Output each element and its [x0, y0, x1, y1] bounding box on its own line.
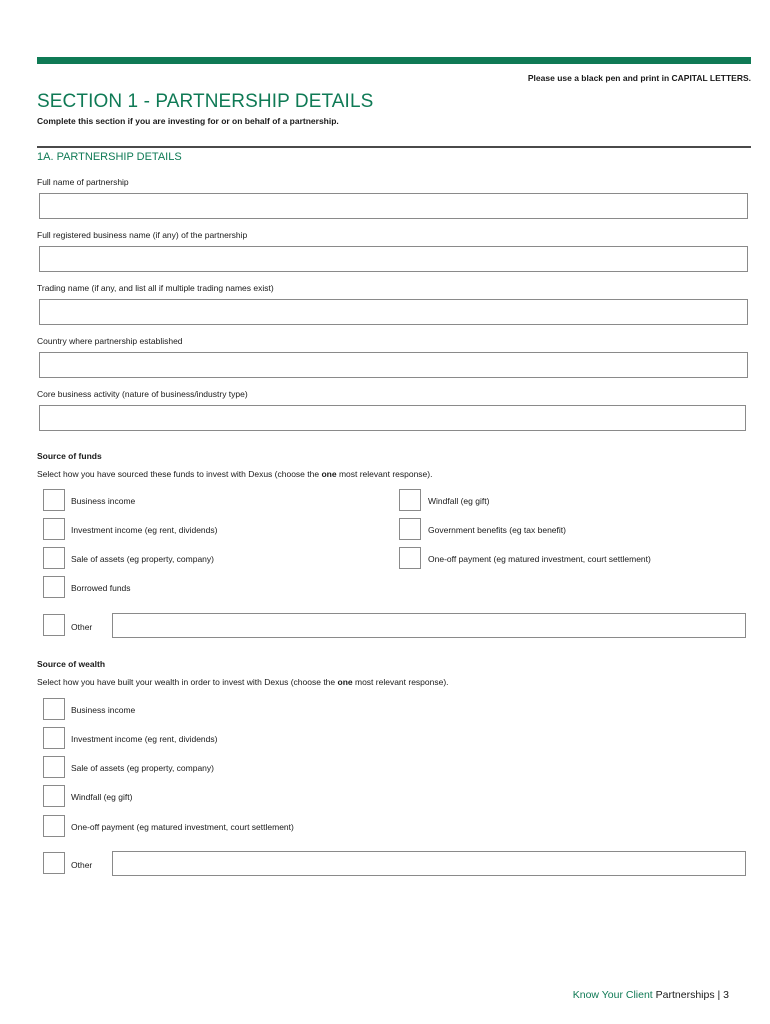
funds-other-checkbox[interactable] [43, 614, 65, 636]
trading-name-field[interactable] [39, 299, 748, 325]
page-footer [573, 989, 729, 1001]
section-title: SECTION 1 - PARTNERSHIP DETAILS [37, 91, 374, 112]
funds-sale-of-assets-label: Sale of assets (eg property, company) [71, 554, 214, 564]
funds-business-income-label: Business income [71, 496, 136, 506]
top-accent-bar [37, 57, 751, 64]
wealth-other-field[interactable] [112, 851, 746, 876]
footer-page-number: Partnerships | 3 [655, 989, 729, 1001]
wealth-business-income-label: Business income [71, 705, 136, 715]
funds-one-off-payment-label: One-off payment (eg matured investment, court settlement) [428, 554, 651, 564]
source-of-wealth-heading: Source of wealth [37, 659, 106, 669]
wealth-other-label: Other [71, 860, 93, 870]
business-activity-field[interactable] [39, 405, 746, 431]
funds-windfall-checkbox[interactable] [399, 489, 421, 511]
country-field[interactable] [39, 352, 748, 378]
wealth-business-income-checkbox[interactable] [43, 698, 65, 720]
wealth-sale-of-assets-label: Sale of assets (eg property, company) [71, 763, 214, 773]
funds-business-income-checkbox[interactable] [43, 489, 65, 511]
funds-government-benefits-label: Government benefits (eg tax benefit) [428, 525, 566, 535]
pen-instruction: Please use a black pen and print in CAPITAL LETTERS. [527, 73, 751, 83]
footer-doc-name: Know Your Client [572, 989, 653, 1001]
wealth-one-off-payment-checkbox[interactable] [43, 815, 65, 837]
funds-borrowed-label: Borrowed funds [71, 583, 131, 593]
funds-investment-income-checkbox[interactable] [43, 518, 65, 540]
source-of-wealth-instruction: Select how you have built your wealth in order to invest with Dexus (choose the one most relevant response). [37, 677, 449, 687]
registered-name-label: Full registered business name (if any) of the partnership [37, 230, 248, 240]
trading-name-label: Trading name (if any, and list all if multiple trading names exist) [37, 283, 274, 293]
source-of-funds-heading: Source of funds [37, 451, 102, 461]
wealth-investment-income-label: Investment income (eg rent, dividends) [71, 734, 218, 744]
wealth-investment-income-checkbox[interactable] [43, 727, 65, 749]
funds-windfall-label: Windfall (eg gift) [428, 496, 490, 506]
wealth-windfall-label: Windfall (eg gift) [71, 792, 133, 802]
country-label: Country where partnership established [37, 336, 183, 346]
wealth-sale-of-assets-checkbox[interactable] [43, 756, 65, 778]
funds-sale-of-assets-checkbox[interactable] [43, 547, 65, 569]
funds-government-benefits-checkbox[interactable] [399, 518, 421, 540]
section-divider [37, 146, 751, 148]
business-activity-label: Core business activity (nature of business/industry type) [37, 389, 248, 399]
partnership-name-label: Full name of partnership [37, 177, 129, 187]
section-intro: Complete this section if you are investing for or on behalf of a partnership. [37, 116, 339, 126]
subsection-title: 1A. PARTNERSHIP DETAILS [37, 151, 182, 163]
funds-other-label: Other [71, 622, 93, 632]
funds-other-field[interactable] [112, 613, 746, 638]
wealth-one-off-payment-label: One-off payment (eg matured investment, court settlement) [71, 822, 294, 832]
registered-name-field[interactable] [39, 246, 748, 272]
funds-one-off-payment-checkbox[interactable] [399, 547, 421, 569]
wealth-windfall-checkbox[interactable] [43, 785, 65, 807]
partnership-name-field[interactable] [39, 193, 748, 219]
funds-borrowed-checkbox[interactable] [43, 576, 65, 598]
wealth-other-checkbox[interactable] [43, 852, 65, 874]
funds-investment-income-label: Investment income (eg rent, dividends) [71, 525, 218, 535]
source-of-funds-instruction: Select how you have sourced these funds to invest with Dexus (choose the one most relevant response). [37, 469, 433, 479]
